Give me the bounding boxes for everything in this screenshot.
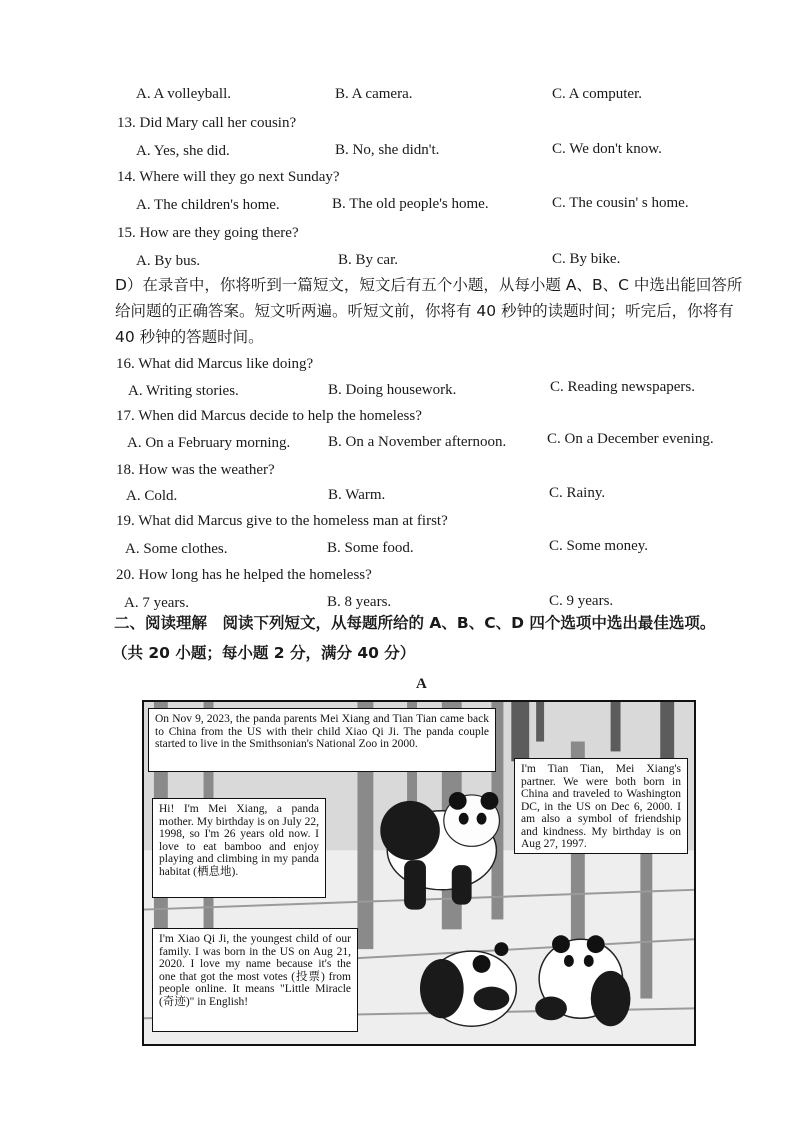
q14-option-c: C. The cousin' s home. (552, 195, 689, 211)
q14-option-a: A. The children's home. (136, 197, 280, 213)
q12-option-c: C. A computer. (552, 86, 642, 102)
section-d-instruction-line1: D）在录音中，你将听到一篇短文，短文后有五个小题，从每小题 A、B、C 中选出能回答所 (115, 276, 743, 294)
q18-option-b: B. Warm. (328, 487, 386, 503)
q15-option-a: A. By bus. (136, 253, 201, 269)
q19-option-a: A. Some clothes. (125, 541, 228, 557)
q16-option-a: A. Writing stories. (128, 383, 239, 399)
q15-option-b: B. By car. (338, 252, 398, 268)
q18-option-c: C. Rainy. (549, 485, 606, 501)
q20-option-c: C. 9 years. (549, 593, 614, 609)
q16-option-c: C. Reading newspapers. (550, 379, 695, 395)
caption-mei-xiang: Hi! I'm Mei Xiang, a panda mother. My birthday is on July 22, 1998, so I'm 26 years old now. I love to eat bamboo and enjoy playing and climbing in my panda habitat (栖息地). (152, 798, 326, 898)
q19-option-c: C. Some money. (549, 538, 649, 554)
q20-option-a: A. 7 years. (124, 595, 189, 611)
part2-instruction-line1: 二、阅读理解 阅读下列短文，从每题所给的 A、B、C、D 四个选项中选出最佳选项。 (114, 614, 716, 632)
q15-option-c: C. By bike. (552, 251, 621, 267)
q19-option-b: B. Some food. (327, 540, 414, 556)
q20-option-b: B. 8 years. (327, 594, 392, 610)
q14-option-b: B. The old people's home. (332, 196, 489, 212)
section-d-instruction-line3: 40 秒钟的答题时间。 (115, 328, 264, 346)
caption-intro: On Nov 9, 2023, the panda parents Mei Xiang and Tian Tian came back to China from the US with their child Xiao Qi Ji. The panda couple started to live in the Smithsonian's National Zoo in 2000. (148, 708, 496, 772)
caption-tian-tian: I'm Tian Tian, Mei Xiang's partner. We were both born in China and traveled to Washington DC, in the US on Dec 6, 2000. I am also a symbol of friendship and kindness. My birthday is on Aug 27, 1997. (514, 758, 688, 854)
q16-option-b: B. Doing housework. (328, 382, 457, 398)
q18-stem: 18. How was the weather? (116, 462, 275, 478)
q16-stem: 16. What did Marcus like doing? (116, 356, 314, 372)
q17-option-c: C. On a December evening. (547, 431, 714, 447)
q14-stem: 14. Where will they go next Sunday? (117, 169, 340, 185)
q13-option-c: C. We don't know. (552, 141, 662, 157)
q15-stem: 15. How are they going there? (117, 225, 299, 241)
passage-label: A (416, 676, 427, 692)
part2-instruction-line2: （共 20 小题；每小题 2 分，满分 40 分） (112, 644, 416, 662)
q13-stem: 13. Did Mary call her cousin? (117, 115, 297, 131)
q12-option-b: B. A camera. (335, 86, 413, 102)
q13-option-a: A. Yes, she did. (136, 143, 230, 159)
caption-xiao-qi-ji: I'm Xiao Qi Ji, the youngest child of our family. I was born in the US on Aug 21, 2020. I love my name because it's the one that got the most votes (投票) from people online. It means "Little Miracle (奇迹)" in English! (152, 928, 358, 1032)
q17-stem: 17. When did Marcus decide to help the homeless? (116, 408, 422, 424)
q12-option-a: A. A volleyball. (136, 86, 231, 102)
q17-option-b: B. On a November afternoon. (328, 434, 507, 450)
section-d-instruction-line2: 给问题的正确答案。短文听两遍。听短文前，你将有 40 秒钟的读题时间；听完后，你将有 (115, 302, 734, 320)
q17-option-a: A. On a February morning. (127, 435, 291, 451)
q18-option-a: A. Cold. (126, 488, 178, 504)
q13-option-b: B. No, she didn't. (335, 142, 440, 158)
panda-comic (142, 700, 696, 1046)
q19-stem: 19. What did Marcus give to the homeless man at first? (116, 513, 448, 529)
q20-stem: 20. How long has he helped the homeless? (116, 567, 372, 583)
